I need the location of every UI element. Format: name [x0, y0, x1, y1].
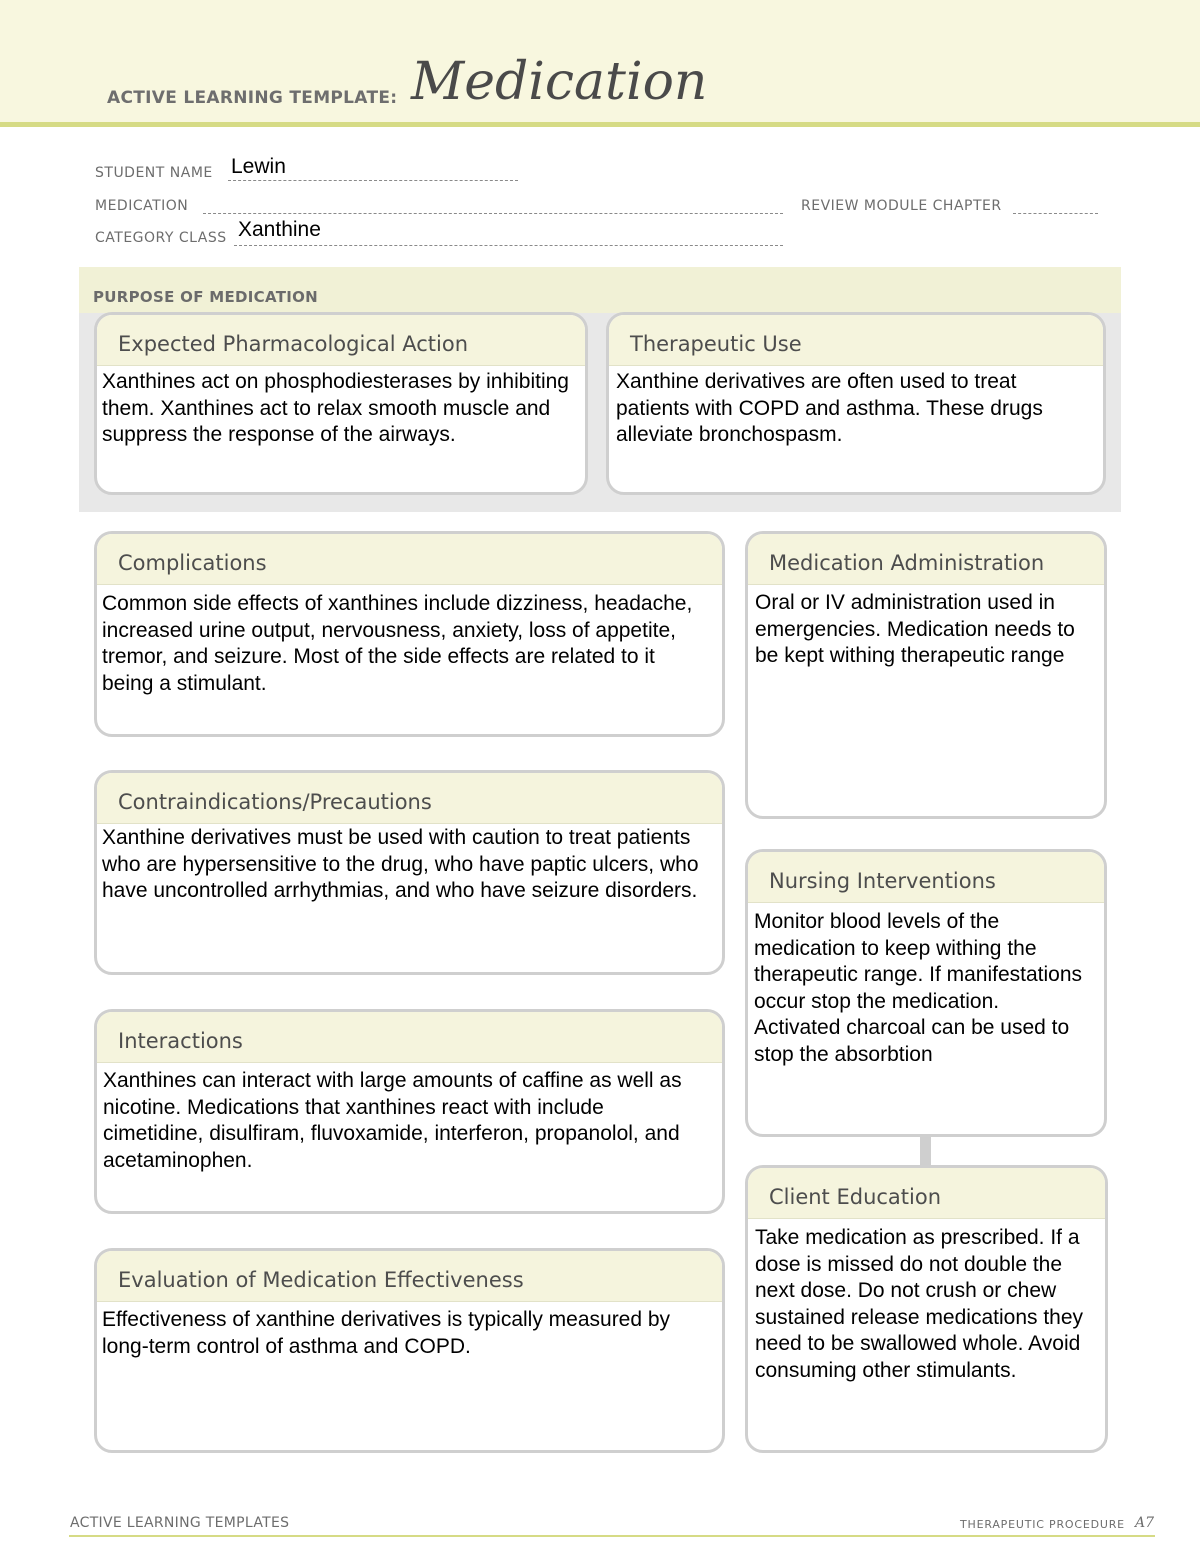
- box-title: Expected Pharmacological Action: [118, 332, 469, 356]
- evaluation-box: [94, 1248, 725, 1453]
- therapeutic-use-text[interactable]: Xanthine derivatives are often used to treat patients with COPD and asthma. These drugs alleviate bronchospasm.: [616, 370, 1043, 446]
- category-class-line: [234, 245, 783, 246]
- review-module-label: REVIEW MODULE CHAPTER: [801, 198, 1002, 214]
- student-name-field[interactable]: Lewin: [231, 155, 286, 178]
- footer-left-label: ACTIVE LEARNING TEMPLATES: [70, 1515, 290, 1531]
- expected-action-box: [94, 312, 588, 495]
- student-name-line: [228, 180, 518, 181]
- client-education-box: [745, 1165, 1108, 1453]
- contraindications-box: [94, 770, 725, 975]
- medication-label: MEDICATION: [95, 198, 189, 214]
- medication-administration-box: [745, 531, 1107, 819]
- box-header: [748, 852, 1104, 903]
- therapeutic-use-box: [606, 312, 1106, 495]
- box-title: Nursing Interventions: [769, 869, 996, 893]
- category-class-field[interactable]: Xanthine: [238, 218, 321, 241]
- review-module-line[interactable]: [1013, 213, 1098, 214]
- evaluation-text[interactable]: Effectiveness of xanthine derivatives is typically measured by long-term control of asthma and COPD.: [102, 1308, 671, 1358]
- box-header: [97, 1251, 722, 1302]
- student-name-label: STUDENT NAME: [95, 165, 213, 181]
- box-header: [609, 315, 1103, 366]
- page-title: Medication: [411, 52, 708, 112]
- box-header: [748, 534, 1104, 585]
- medication-administration-text[interactable]: Oral or IV administration used in emergencies. Medication needs to be kept withing therapeutic range: [755, 591, 1075, 667]
- client-education-text[interactable]: Take medication as prescribed. If a dose is missed do not double the next dose. Do not crush or chew sustained release medications they need to be swallowed whole. Avoid consuming other stimulants.: [755, 1226, 1084, 1382]
- nursing-interventions-text[interactable]: Monitor blood levels of the medication to keep withing the therapeutic range. If manifestations occur stop the medication. Activated charcoal can be used to stop the absorbtion: [754, 910, 1083, 1066]
- nursing-interventions-box: [745, 849, 1107, 1137]
- box-title: Interactions: [118, 1029, 243, 1053]
- box-header: [97, 1012, 722, 1063]
- expected-action-text[interactable]: Xanthines act on phosphodiesterases by inhibiting them. Xanthines act to relax smooth muscle and suppress the response of the airways.: [102, 370, 569, 446]
- box-header: [748, 1168, 1105, 1219]
- category-class-label: CATEGORY CLASS: [95, 230, 227, 246]
- box-title: Contraindications/Precautions: [118, 790, 432, 814]
- box-title: Complications: [118, 551, 267, 575]
- complications-box: [94, 531, 725, 737]
- footer-right-label: THERAPEUTIC PROCEDURE: [960, 1518, 1125, 1531]
- complications-text[interactable]: Common side effects of xanthines include dizziness, headache, increased urine output, nervousness, anxiety, loss of appetite, tremor, and seizure. Most of the side effects are related to it being a stimulant.: [102, 592, 693, 695]
- box-title: Client Education: [769, 1185, 942, 1209]
- interactions-text[interactable]: Xanthines can interact with large amounts of caffine as well as nicotine. Medications that xanthines react with include cimetidine, disulfiram, fluvoxamide, interferon, propanolol, and acetaminophen.: [103, 1069, 682, 1172]
- box-title: Therapeutic Use: [630, 332, 802, 356]
- medication-line: [203, 213, 783, 214]
- purpose-label: PURPOSE OF MEDICATION: [93, 288, 319, 306]
- header-divider: [0, 122, 1200, 127]
- page-number: A7: [1135, 1515, 1155, 1531]
- box-title: Medication Administration: [769, 551, 1045, 575]
- box-header: [97, 534, 722, 585]
- box-title: Evaluation of Medication Effectiveness: [118, 1268, 524, 1292]
- contraindications-text[interactable]: Xanthine derivatives must be used with caution to treat patients who are hypersensitive to the drug, who have paptic ulcers, who have uncontrolled arrhythmias, and who have seizure disorders.: [102, 826, 699, 902]
- box-connector: [920, 1134, 931, 1168]
- interactions-box: [94, 1009, 725, 1214]
- box-header: [97, 773, 722, 824]
- box-header: [97, 315, 585, 366]
- template-label: ACTIVE LEARNING TEMPLATE:: [107, 88, 398, 108]
- footer-divider: [69, 1535, 1155, 1537]
